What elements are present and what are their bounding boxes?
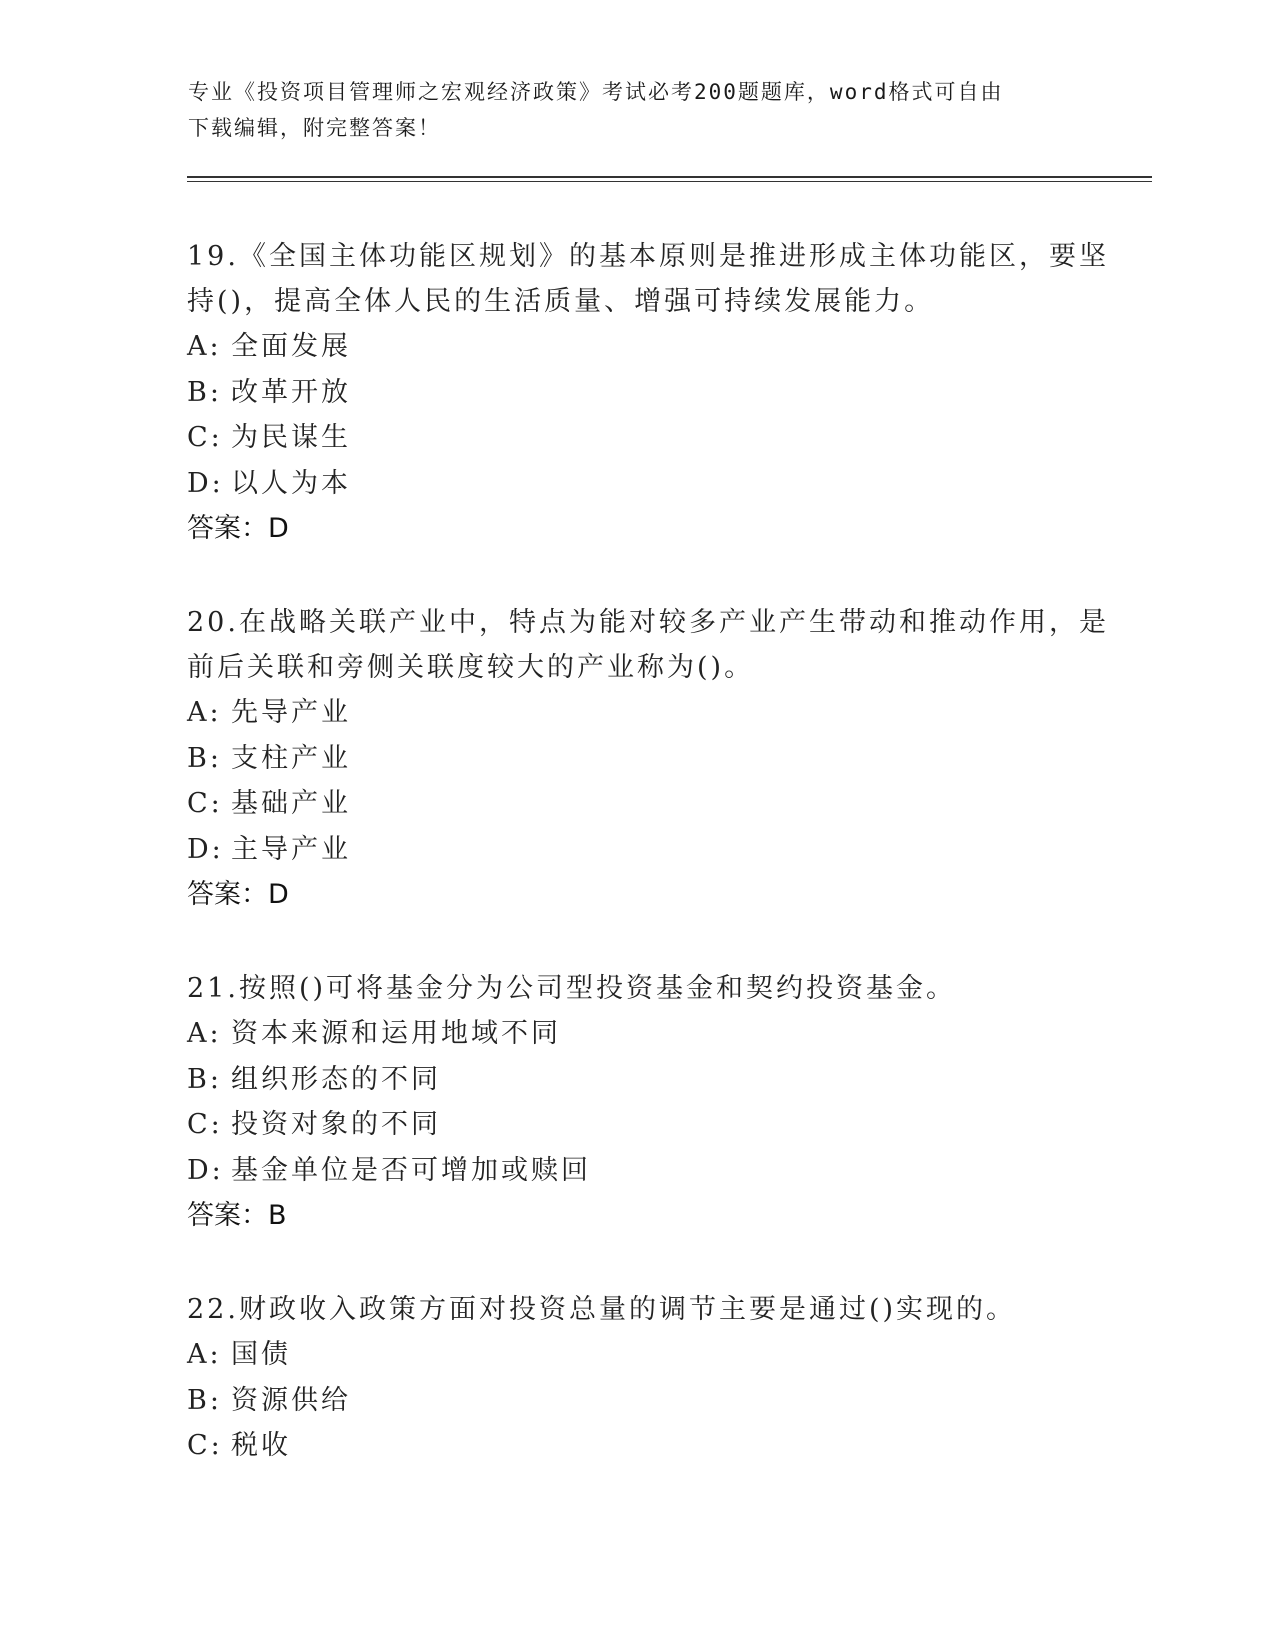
option-text: 为民谋生 <box>231 422 351 453</box>
option-text: 国债 <box>231 1339 291 1370</box>
option-text: 全面发展 <box>231 331 351 362</box>
option-c <box>187 1102 1087 1148</box>
option-text: 税收 <box>231 1430 291 1461</box>
option-key: A: <box>187 331 222 362</box>
option-d <box>187 461 1087 507</box>
option-key: A: <box>187 697 222 728</box>
question-20 <box>187 600 1109 918</box>
option-text: 基金单位是否可增加或赎回 <box>231 1154 591 1186</box>
document-header <box>188 74 1088 146</box>
option-a <box>187 1011 1087 1057</box>
header-line-2: 下载编辑，附完整答案！ <box>188 116 441 140</box>
option-key: D: <box>187 1154 224 1186</box>
header-line-1: 专业《投资项目管理师之宏观经济政策》考试必考200题题库，word格式可自由 <box>188 80 1004 104</box>
question-stem <box>187 600 1109 690</box>
option-key: C: <box>187 1109 223 1140</box>
option-a <box>187 690 1087 736</box>
option-text: 投资对象的不同 <box>231 1109 441 1140</box>
question-stem-line: 21.按照()可将基金分为公司型投资基金和契约投资基金。 <box>187 973 957 1004</box>
option-key: D: <box>187 833 224 865</box>
answer-label: 答案：D <box>187 879 289 910</box>
option-key: A: <box>187 1339 222 1370</box>
option-text: 以人为本 <box>231 467 351 499</box>
option-text: 改革开放 <box>231 376 351 408</box>
option-text: 基础产业 <box>231 788 351 819</box>
option-text: 资源供给 <box>231 1384 351 1416</box>
option-c <box>187 1423 1087 1469</box>
answer-label: 答案：D <box>187 513 289 544</box>
question-21 <box>187 966 1087 1239</box>
option-a <box>187 1332 1087 1378</box>
header-divider-thick <box>187 176 1152 178</box>
option-c <box>187 781 1087 827</box>
option-key: B: <box>187 1063 222 1095</box>
header-divider-thin <box>187 181 1152 182</box>
option-d <box>187 1148 1087 1194</box>
option-text: 先导产业 <box>231 697 351 728</box>
option-d <box>187 827 1087 873</box>
option-text: 资本来源和运用地域不同 <box>231 1018 561 1049</box>
option-key: B: <box>187 742 222 774</box>
option-key: C: <box>187 1430 223 1461</box>
question-list <box>187 234 1109 1517</box>
question-19 <box>187 234 1109 552</box>
question-22 <box>187 1287 1087 1469</box>
question-stem <box>187 1287 1087 1332</box>
question-stem-line: 19.《全国主体功能区规划》的基本原则是推进形成主体功能区，要坚 <box>187 241 1109 272</box>
option-b <box>187 1378 1087 1424</box>
option-text: 支柱产业 <box>231 742 351 774</box>
option-text: 组织形态的不同 <box>231 1063 441 1095</box>
question-stem <box>187 234 1109 324</box>
question-stem-line: 22.财政收入政策方面对投资总量的调节主要是通过()实现的。 <box>187 1294 1017 1325</box>
option-key: C: <box>187 788 223 819</box>
option-b <box>187 736 1087 782</box>
option-key: C: <box>187 422 223 453</box>
option-c <box>187 415 1087 461</box>
answer-label: 答案：B <box>187 1200 287 1231</box>
option-key: B: <box>187 376 222 408</box>
option-key: D: <box>187 467 224 499</box>
option-text: 主导产业 <box>231 833 351 865</box>
question-stem-line: 持()，提高全体人民的生活质量、增强可持续发展能力。 <box>187 286 935 317</box>
option-key: A: <box>187 1018 222 1049</box>
question-stem <box>187 966 1087 1011</box>
option-a <box>187 324 1087 370</box>
option-key: B: <box>187 1384 222 1416</box>
question-stem-line: 20.在战略关联产业中，特点为能对较多产业产生带动和推动作用，是 <box>187 607 1109 638</box>
option-b <box>187 370 1087 416</box>
option-b <box>187 1057 1087 1103</box>
question-stem-line: 前后关联和旁侧关联度较大的产业称为()。 <box>187 652 755 683</box>
